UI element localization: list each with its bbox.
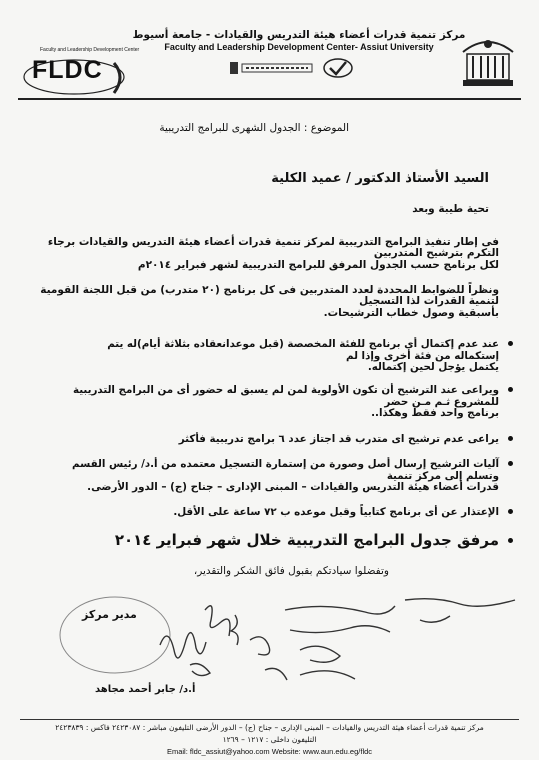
signature-name: أ.د/ جابر أحمد مجاهد <box>95 684 196 695</box>
addressee: السيد الأستاذ الدكتور / عميد الكلية <box>271 171 489 186</box>
footer-address: مركز تنمية قدرات أعضاء هيئة التدريس والقيادات – المبنى الإدارى – جناح (ج) – الدور الأرضى التليفون مباشر : ٢٤٢٣٠٨٧ فاكس : ٢٤٢٣٨٣٩ <box>55 723 484 732</box>
bullet-1-line-1: عند عدم إكتمال أى برنامج للفئة المخصصة (قبل موعدانعقاده بثلاثة أيام)له يتم إستكماله من فئة أخرى وإذا لم <box>59 338 499 362</box>
header-arabic-title: مركز تنمية قدرات أعضاء هيئة التدريس والقيادات - جامعة أسيوط <box>132 29 466 41</box>
bullet-1-line-2: يكتمل يؤجل لحين إكتماله. <box>367 361 499 373</box>
header-divider <box>18 98 521 100</box>
footer-divider <box>20 719 519 720</box>
paragraph-1-line-1: فى إطار تنفيذ البرامج التدريبية لمركز تنمية قدرات أعضاء هيئة التدريس والقيادات برجاء التكرم بترشيح المتدربين <box>47 236 499 260</box>
attachment-note: مرفق جدول البرامج التدريبية خلال شهر فبراير ٢٠١٤ <box>39 531 499 549</box>
footer-contact: Email: fldc_assiut@yahoo.com Website: www.aun.edu.eg/fldc <box>166 747 373 756</box>
bullet-4-line-1: آليات الترشيح إرسال أصل وصورة من إستمارة التسجيل معتمده من أ.د/ رئيس القسم وتسلم إلى مركز تنمية <box>59 458 499 482</box>
footer-phone: التليفون داخلى : ١٢١٧ – ١٢٦٩ <box>222 735 317 744</box>
greeting: تحية طيبة وبعد <box>412 203 489 215</box>
project-logos-icon <box>210 58 380 80</box>
bullet-2-line-2: برنامج واحد فقط وهكذا.. <box>371 407 499 419</box>
subject-line: الموضوع : الجدول الشهرى للبرامج التدريبية <box>159 122 349 134</box>
fldc-logo-text: FLDC <box>32 56 103 84</box>
signature-title: مدير مركز <box>82 608 137 621</box>
paragraph-1-line-2: لكل برنامج حسب الجدول المرفق للبرامج التدريبية لشهر فبراير ٢٠١٤م <box>137 259 499 271</box>
bullet-5: الإعتذار عن أى برنامج كتابياً وقبل موعده ب ٧٢ ساعة على الأقل. <box>59 506 499 518</box>
fldc-tagline: Faculty and Leadership Development Center <box>40 47 140 53</box>
bullet-4-line-2: قدرات أعضاء هيئة التدريس والقيادات – المبنى الإدارى – جناح (ج) – الدور الأرضى. <box>87 481 499 493</box>
handwritten-signatures-icon <box>0 590 539 710</box>
paragraph-2-line-1: ونظراً للضوابط المحددة لعدد المتدربين فى كل برنامج (٢٠ متدرب) من قبل اللجنة القومية لتنمية القدرات لذا التسجيل <box>40 284 499 308</box>
closing-line: وتفضلوا سيادتكم بقبول فائق الشكر والتقدير، <box>193 565 389 577</box>
paragraph-2-line-2: بأسبقية وصول خطاب الترشيحات. <box>323 307 499 319</box>
bullet-3: يراعى عدم ترشيح اى متدرب قد اجتاز عدد ٦ برامج تدريبية فأكثر <box>59 433 499 445</box>
header-english-title: Faculty and Leadership Development Center- Assiut University <box>164 42 434 52</box>
university-logo-icon <box>453 32 523 94</box>
bullet-2-line-1: ويراعى عند الترشيح أن تكون الأولوية لمن لم يسبق له حضور أى من البرامج التدريبية للمشروع ثـم مـن حضر <box>59 384 499 408</box>
